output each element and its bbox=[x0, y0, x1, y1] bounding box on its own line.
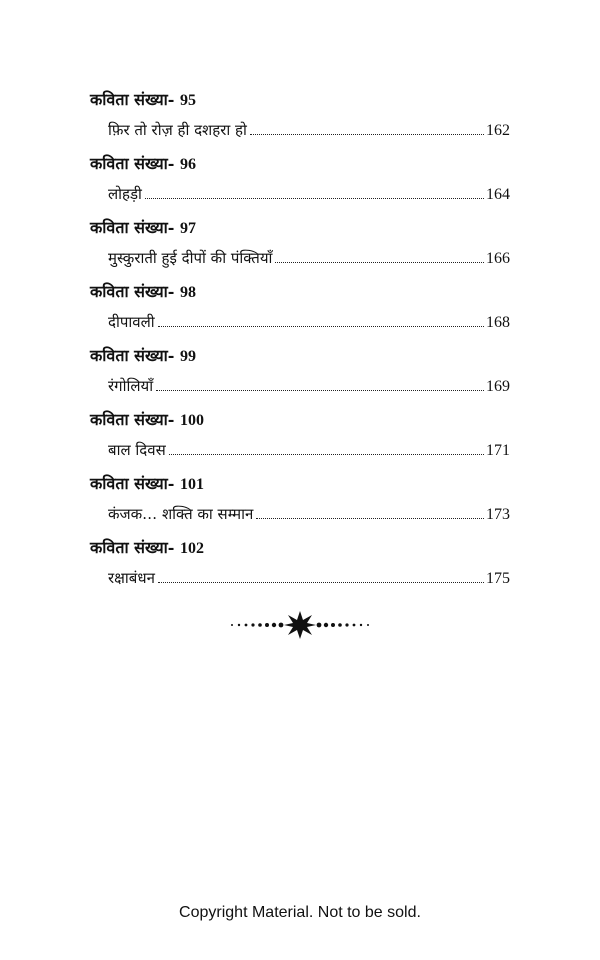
toc-line[interactable] bbox=[108, 246, 510, 271]
leader-dots bbox=[156, 390, 484, 391]
poem-title: दीपावली bbox=[108, 313, 155, 331]
poem-title: कंजक… शक्ति का सम्मान bbox=[108, 505, 254, 523]
copyright-notice: Copyright Material. Not to be sold. bbox=[179, 904, 421, 921]
poem-heading-label: कविता संख्या- bbox=[90, 90, 175, 109]
toc-entry-99 bbox=[90, 344, 510, 408]
page-number: 171 bbox=[486, 442, 510, 459]
poem-heading-label: कविता संख्या- bbox=[90, 346, 175, 365]
leader-dots bbox=[256, 518, 484, 519]
poem-heading bbox=[90, 344, 196, 369]
leader-dots bbox=[145, 198, 484, 199]
poem-number: 97 bbox=[179, 220, 196, 237]
poem-heading bbox=[90, 472, 204, 497]
poem-number: 101 bbox=[179, 476, 204, 493]
page-number: 166 bbox=[486, 250, 510, 267]
poem-title: रंगोलियाँ bbox=[108, 377, 154, 395]
poem-title: लोहड़ी bbox=[108, 185, 142, 203]
poem-heading bbox=[90, 216, 196, 241]
poem-title: मुस्कुराती हुई दीपों की पंक्तियाँ bbox=[108, 249, 273, 267]
toc-line[interactable] bbox=[108, 310, 510, 335]
toc-entry-95 bbox=[90, 88, 510, 152]
poem-heading bbox=[90, 408, 204, 433]
leader-dots bbox=[158, 326, 484, 327]
toc-entry-97 bbox=[90, 216, 510, 280]
poem-title: बाल दिवस bbox=[108, 441, 166, 459]
toc-entry-96 bbox=[90, 152, 510, 216]
page-number: 168 bbox=[486, 314, 510, 331]
page-number: 169 bbox=[486, 378, 510, 395]
toc-line[interactable] bbox=[108, 566, 510, 591]
poem-title: फ़िर तो रोज़ ही दशहरा हो bbox=[108, 121, 247, 139]
poem-number: 96 bbox=[179, 156, 196, 173]
poem-heading bbox=[90, 536, 204, 561]
toc-line[interactable] bbox=[108, 374, 510, 399]
poem-number: 95 bbox=[179, 92, 196, 109]
poem-number: 100 bbox=[179, 412, 204, 429]
toc-entry-101 bbox=[90, 472, 510, 536]
toc-line[interactable] bbox=[108, 438, 510, 463]
toc-line[interactable] bbox=[108, 118, 510, 143]
page-number: 175 bbox=[486, 570, 510, 587]
poem-number: 98 bbox=[179, 284, 196, 301]
toc-entry-102 bbox=[90, 536, 510, 600]
toc-line[interactable] bbox=[108, 502, 510, 527]
toc-entry-100 bbox=[90, 408, 510, 472]
poem-heading-label: कविता संख्या- bbox=[90, 538, 175, 557]
page-number: 173 bbox=[486, 506, 510, 523]
poem-heading-label: कविता संख्या- bbox=[90, 154, 175, 173]
poem-heading-label: कविता संख्या- bbox=[90, 474, 175, 493]
poem-heading bbox=[90, 88, 196, 113]
poem-heading-label: कविता संख्या- bbox=[90, 282, 175, 301]
page-number: 162 bbox=[486, 122, 510, 139]
poem-number: 99 bbox=[179, 348, 196, 365]
toc-entry-98 bbox=[90, 280, 510, 344]
poem-heading bbox=[90, 280, 196, 305]
poem-heading-label: कविता संख्या- bbox=[90, 410, 175, 429]
poem-title: रक्षाबंधन bbox=[108, 569, 155, 587]
leader-dots bbox=[275, 262, 484, 263]
poem-number: 102 bbox=[179, 540, 204, 557]
table-of-contents bbox=[90, 88, 510, 600]
poem-heading-label: कविता संख्या- bbox=[90, 218, 175, 237]
toc-line[interactable] bbox=[108, 182, 510, 207]
poem-heading bbox=[90, 152, 196, 177]
leader-dots bbox=[250, 134, 484, 135]
leader-dots bbox=[169, 454, 484, 455]
ornament-divider-icon bbox=[230, 610, 370, 640]
page-number: 164 bbox=[486, 186, 510, 203]
leader-dots bbox=[158, 582, 484, 583]
